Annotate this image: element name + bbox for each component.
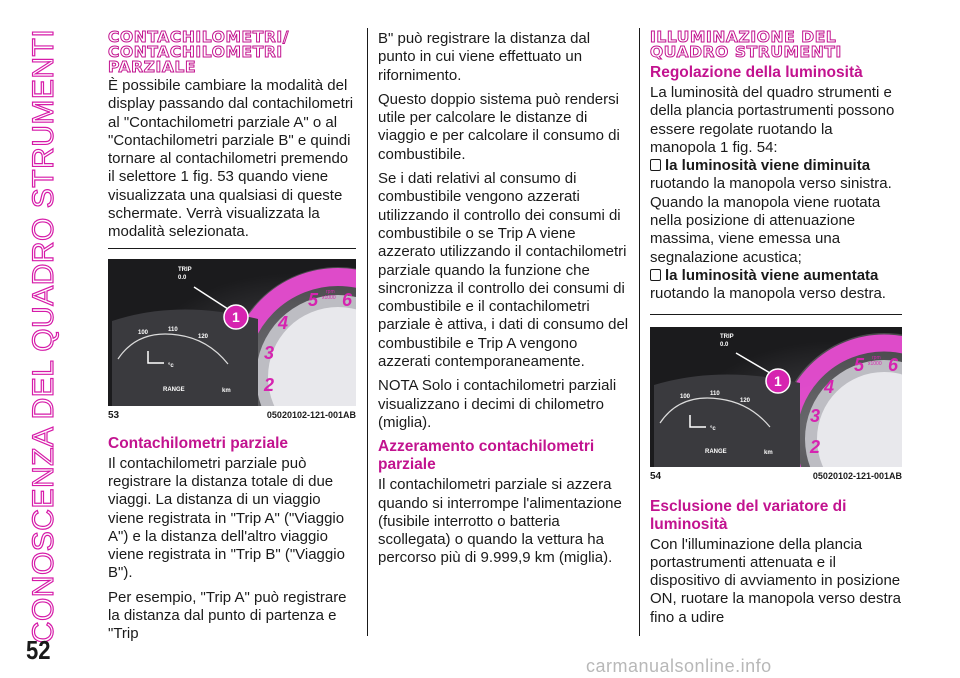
column-2	[378, 30, 630, 574]
rpm-number: 4	[824, 376, 835, 397]
range-label: RANGE	[163, 386, 185, 393]
watermark: carmanualsonline.info	[586, 656, 772, 676]
figure-rule	[108, 248, 356, 249]
figure-rule	[650, 314, 902, 315]
paragraph: Questo doppio sistema può rendersi utile per calcolare le distanze di viaggio e per calcolare il consumo di combustibile.	[378, 90, 620, 163]
cluster-illustration	[108, 259, 356, 406]
trip-label: TRIP	[720, 333, 734, 340]
subheading-dimmer-off: Esclusione del variatore di luminosità	[650, 497, 847, 533]
paragraph: Per esempio, "Trip A" può registrare la distanza dal punto di partenza e "Trip	[108, 588, 347, 643]
temp-tick: 120	[740, 397, 751, 404]
figure-number: 54	[650, 470, 662, 482]
checkbox-icon	[650, 159, 661, 171]
section-side-title	[14, 8, 74, 663]
column-divider	[367, 28, 368, 636]
page-number: 52	[26, 635, 51, 665]
section-heading-odometer: CONTACHILOMETRI/ CONTACHILOMETRI PARZIALE	[108, 28, 290, 76]
temp-tick: 110	[710, 390, 720, 397]
trip-label: TRIP	[178, 266, 192, 273]
temp-tick: 120	[198, 333, 209, 340]
cluster-illustration	[650, 327, 902, 467]
rpm-mult: x1000	[322, 294, 336, 301]
column-1	[108, 30, 356, 650]
bullet-text: la luminosità viene diminuita	[665, 157, 871, 175]
rpm-number: 5	[854, 354, 865, 375]
figure-number: 53	[108, 409, 120, 421]
km-unit: km	[764, 449, 773, 456]
bullet-text: la luminosità viene aumentata	[665, 266, 879, 284]
paragraph: Il contachilometri parziale si azzera quando si interrompe l'alimentazione (fusibile interrotto o batteria scollegata) o quando la vettura ha percorso più di 9.999,9 km (miglia).	[378, 476, 622, 567]
temp-tick: 100	[680, 393, 691, 400]
rpm-number: 5	[308, 289, 319, 310]
rpm-number: 3	[264, 342, 275, 363]
paragraph: È possibile cambiare la modalità del display passando dal contachilometri al "Contachilometri parziale A" o al "Contachilometri parziale B" e quindi tornare al contachilometri premendo il selettore 1 fig. 53 quando viene visualizzata una qualsiasi di queste schermate. Verrà visualizzata la modalità selezionata.	[108, 77, 354, 241]
rpm-number: 2	[810, 436, 821, 457]
subheading-trip: Contachilometri parziale	[108, 434, 289, 452]
rpm-number: 4	[278, 312, 289, 333]
bullet-decrease	[650, 157, 902, 175]
paragraph: ruotando la manopola verso destra.	[650, 285, 886, 303]
paragraph: La luminosità del quadro strumenti e della plancia portastrumenti possono essere regolate ruotando la manopola 1 fig. 54:	[650, 84, 895, 156]
paragraph: Il contachilometri parziale può registrare la distanza totale di due viaggi. La distanza di un viaggio viene registrata in "Trip A" ("Viaggio A") e la distanza dell'altro viaggio viene registrata in "Trip B" ("Viaggio B").	[108, 454, 345, 582]
rpm-number: 2	[264, 374, 275, 395]
checkbox-icon	[650, 269, 661, 281]
trip-value: 0.0	[720, 341, 729, 348]
figure-54-cluster	[650, 327, 902, 467]
rpm-number: 3	[810, 405, 821, 426]
rpm-label: rpm	[872, 354, 881, 361]
temp-tick: 100	[138, 329, 149, 336]
rpm-mult: x1000	[868, 360, 882, 367]
figure-caption	[650, 471, 902, 482]
km-unit: km	[222, 387, 231, 394]
paragraph: Con l'illuminazione della plancia portastrumenti attenuata e il dispositivo di avviamento in posizione ON, ruotare la manopola verso destra fino a udire	[650, 535, 901, 626]
figure-caption	[108, 410, 356, 421]
column-divider	[639, 28, 640, 636]
section-heading-illumination: ILLUMINAZIONE DEL QUADRO STRUMENTI	[650, 28, 842, 61]
subheading-reset: Azzeramento contachilometri parziale	[378, 438, 595, 474]
subheading-brightness: Regolazione della luminosità	[650, 64, 863, 81]
bullet-increase	[650, 267, 902, 285]
temp-tick: 110	[168, 326, 178, 333]
temp-unit: °c	[168, 362, 174, 369]
trip-value: 0.0	[178, 274, 187, 281]
callout-number: 1	[232, 308, 240, 325]
paragraph: NOTA Solo i contachilometri parziali visualizzano i decimi di chilometro (miglia).	[378, 377, 617, 431]
rpm-number: 6	[342, 289, 353, 310]
callout-number: 1	[774, 372, 782, 389]
rpm-label: rpm	[326, 288, 335, 295]
temp-unit: °c	[710, 425, 716, 432]
figure-code: 05020102-121-001AB	[812, 470, 902, 481]
figure-code: 05020102-121-001AB	[266, 409, 356, 420]
figure-53-cluster	[108, 259, 356, 406]
column-3	[650, 30, 902, 633]
section-side-title-text: CONOSCENZA DEL QUADRO STRUMENTI	[27, 28, 60, 643]
paragraph: B" può registrare la distanza dal punto in cui viene effettuato un rifornimento.	[378, 30, 591, 84]
range-label: RANGE	[705, 448, 727, 455]
paragraph: ruotando la manopola verso sinistra. Quando la manopola viene ruotata nella posizione di attenuazione massima, viene emessa una segnalazione acustica;	[650, 175, 892, 266]
paragraph: Se i dati relativi al consumo di combustibile vengono azzerati utilizzando il controllo dei consumi di combustibile o se Trip A viene azzerato utilizzando il contachilometri parziale quando la funzione che sincronizza il controllo dei consumi di combustibile e il contachilometri parziale è attiva, i dati di consumo del combustibile e Trip A vengono azzerati contemporaneamente.	[378, 170, 629, 371]
rpm-number: 6	[888, 354, 899, 375]
